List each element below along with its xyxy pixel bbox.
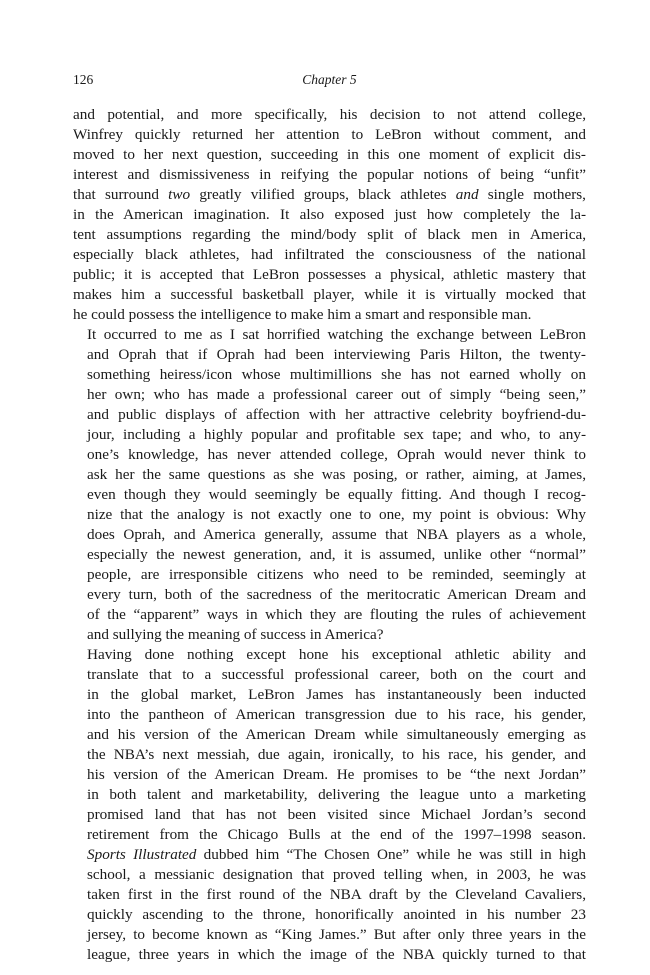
text-segment: especially black athletes, had infiltrated the consciousness of the national <box>73 246 586 263</box>
text-line <box>73 785 586 805</box>
page-number: 126 <box>73 72 94 87</box>
text-line <box>73 565 586 585</box>
text-line <box>73 185 586 205</box>
text-line <box>73 385 586 405</box>
text-segment: Having done nothing except hone his exceptional athletic ability and <box>87 646 586 663</box>
text-line <box>73 305 586 325</box>
text-line <box>73 845 586 865</box>
body-text <box>73 105 586 965</box>
text-segment: one’s knowledge, has never attended college, Oprah would never think to <box>87 446 586 463</box>
text-segment: taken first in the first round of the NBA draft by the Cleveland Cavaliers, <box>87 886 586 903</box>
text-line <box>73 685 586 705</box>
text-line <box>73 325 586 345</box>
italic-text: Sports Illustrated <box>87 846 197 863</box>
text-segment: and his version of the American Dream while simultaneously emerging as <box>87 726 586 743</box>
text-line <box>73 165 586 185</box>
text-line <box>73 445 586 465</box>
italic-text: two <box>168 186 191 203</box>
text-line <box>73 145 586 165</box>
text-segment: It occurred to me as I sat horrified watching the exchange between LeBron <box>87 326 586 343</box>
text-segment: single mothers, <box>478 186 586 203</box>
text-segment: his version of the American Dream. He promises to be “the next Jordan” <box>87 766 586 783</box>
text-line <box>73 505 586 525</box>
text-segment: quickly ascending to the throne, honorifically anointed in his number 23 <box>87 906 586 923</box>
text-segment: public; it is accepted that LeBron possesses a physical, athletic mastery that <box>73 266 586 283</box>
text-segment: ask her the same questions as she was posing, or rather, aiming, at James, <box>87 466 586 483</box>
text-segment: in both talent and marketability, delivering the league unto a marketing <box>87 786 586 803</box>
text-segment: in the global market, LeBron James has instantaneously been inducted <box>87 686 586 703</box>
text-line <box>73 465 586 485</box>
chapter-title: Chapter 5 <box>302 72 357 87</box>
text-segment: and potential, and more specifically, his decision to not attend college, <box>73 106 586 123</box>
text-line <box>73 425 586 445</box>
text-line <box>73 585 586 605</box>
text-segment: even though they would seemingly be equally fitting. And though I recog- <box>87 486 586 503</box>
running-head <box>73 70 586 90</box>
text-segment: into the pantheon of American transgression due to his race, his gender, <box>87 706 586 723</box>
text-segment: people, are irresponsible citizens who need to be reminded, seemingly at <box>87 566 586 583</box>
text-line <box>73 645 586 665</box>
text-line <box>73 805 586 825</box>
text-line <box>73 485 586 505</box>
text-segment: school, a messianic designation that proved telling when, in 2003, he was <box>87 866 586 883</box>
paragraph <box>73 645 586 965</box>
text-segment: and sullying the meaning of success in America? <box>87 626 384 643</box>
text-line <box>73 745 586 765</box>
text-segment: Winfrey quickly returned her attention to LeBron without comment, and <box>73 126 586 143</box>
text-segment: of the “apparent” ways in which they are flouting the rules of achievement <box>87 606 586 623</box>
text-line <box>73 725 586 745</box>
italic-text: and <box>455 186 479 203</box>
text-segment: tent assumptions regarding the mind/body split of black men in America, <box>73 226 586 243</box>
text-segment: retirement from the Chicago Bulls at the end of the 1997–1998 season. <box>87 826 586 843</box>
text-line <box>73 245 586 265</box>
text-line <box>73 365 586 385</box>
paragraph <box>73 105 586 325</box>
text-segment: jersey, to become known as “King James.” But after only three years in the <box>87 926 586 943</box>
text-segment: her own; who has made a professional career out of simply “being seen,” <box>87 386 586 403</box>
text-line <box>73 885 586 905</box>
text-segment: greatly vilified groups, black athletes <box>190 186 456 203</box>
text-segment: and Oprah that if Oprah had been interviewing Paris Hilton, the twenty- <box>87 346 586 363</box>
text-line <box>73 105 586 125</box>
text-line <box>73 525 586 545</box>
text-line <box>73 625 586 645</box>
text-segment: something heiress/icon whose multimillions she has not earned wholly on <box>87 366 586 383</box>
text-line <box>73 925 586 945</box>
book-page <box>73 70 586 965</box>
text-line <box>73 765 586 785</box>
text-segment: every turn, both of the sacredness of the meritocratic American Dream and <box>87 586 586 603</box>
text-segment: especially the newest generation, and, it is assumed, unlike other “normal” <box>87 546 586 563</box>
text-segment: moved to her next question, succeeding in this one moment of explicit dis- <box>73 146 586 163</box>
text-segment: in the American imagination. It also exposed just how completely the la- <box>73 206 586 223</box>
text-line <box>73 605 586 625</box>
text-segment: translate that to a successful professional career, both on the court and <box>87 666 586 683</box>
text-segment: interest and dismissiveness in reifying the popular notions of being “unfit” <box>73 166 586 183</box>
text-line <box>73 665 586 685</box>
text-segment: does Oprah, and America generally, assume that NBA players as a whole, <box>87 526 586 543</box>
text-segment: the NBA’s next messiah, due again, ironically, to his race, his gender, and <box>87 746 586 763</box>
text-segment: league, three years in which the image of the NBA quickly turned to that <box>87 946 586 963</box>
text-line <box>73 205 586 225</box>
text-line <box>73 865 586 885</box>
text-segment: promised land that has not been visited since Michael Jordan’s second <box>87 806 586 823</box>
text-line <box>73 405 586 425</box>
text-segment: he could possess the intelligence to make him a smart and responsible man. <box>73 306 532 323</box>
text-line <box>73 345 586 365</box>
text-segment: dubbed him “The Chosen One” while he was still in high <box>196 846 587 863</box>
text-segment: and public displays of affection with her attractive celebrity boyfriend-du- <box>87 406 586 423</box>
paragraph <box>73 325 586 645</box>
text-segment: jour, including a highly popular and profitable sex tape; and who, to any- <box>87 426 586 443</box>
text-line <box>73 285 586 305</box>
text-segment: makes him a successful basketball player, while it is virtually mocked that <box>73 286 586 303</box>
text-line <box>73 825 586 845</box>
text-line <box>73 705 586 725</box>
text-segment: nize that the analogy is not exactly one to one, my point is obvious: Why <box>87 506 586 523</box>
text-line <box>73 125 586 145</box>
text-line <box>73 945 586 965</box>
text-line <box>73 905 586 925</box>
text-line <box>73 225 586 245</box>
text-line <box>73 545 586 565</box>
text-line <box>73 265 586 285</box>
text-segment: that surround <box>73 186 169 203</box>
